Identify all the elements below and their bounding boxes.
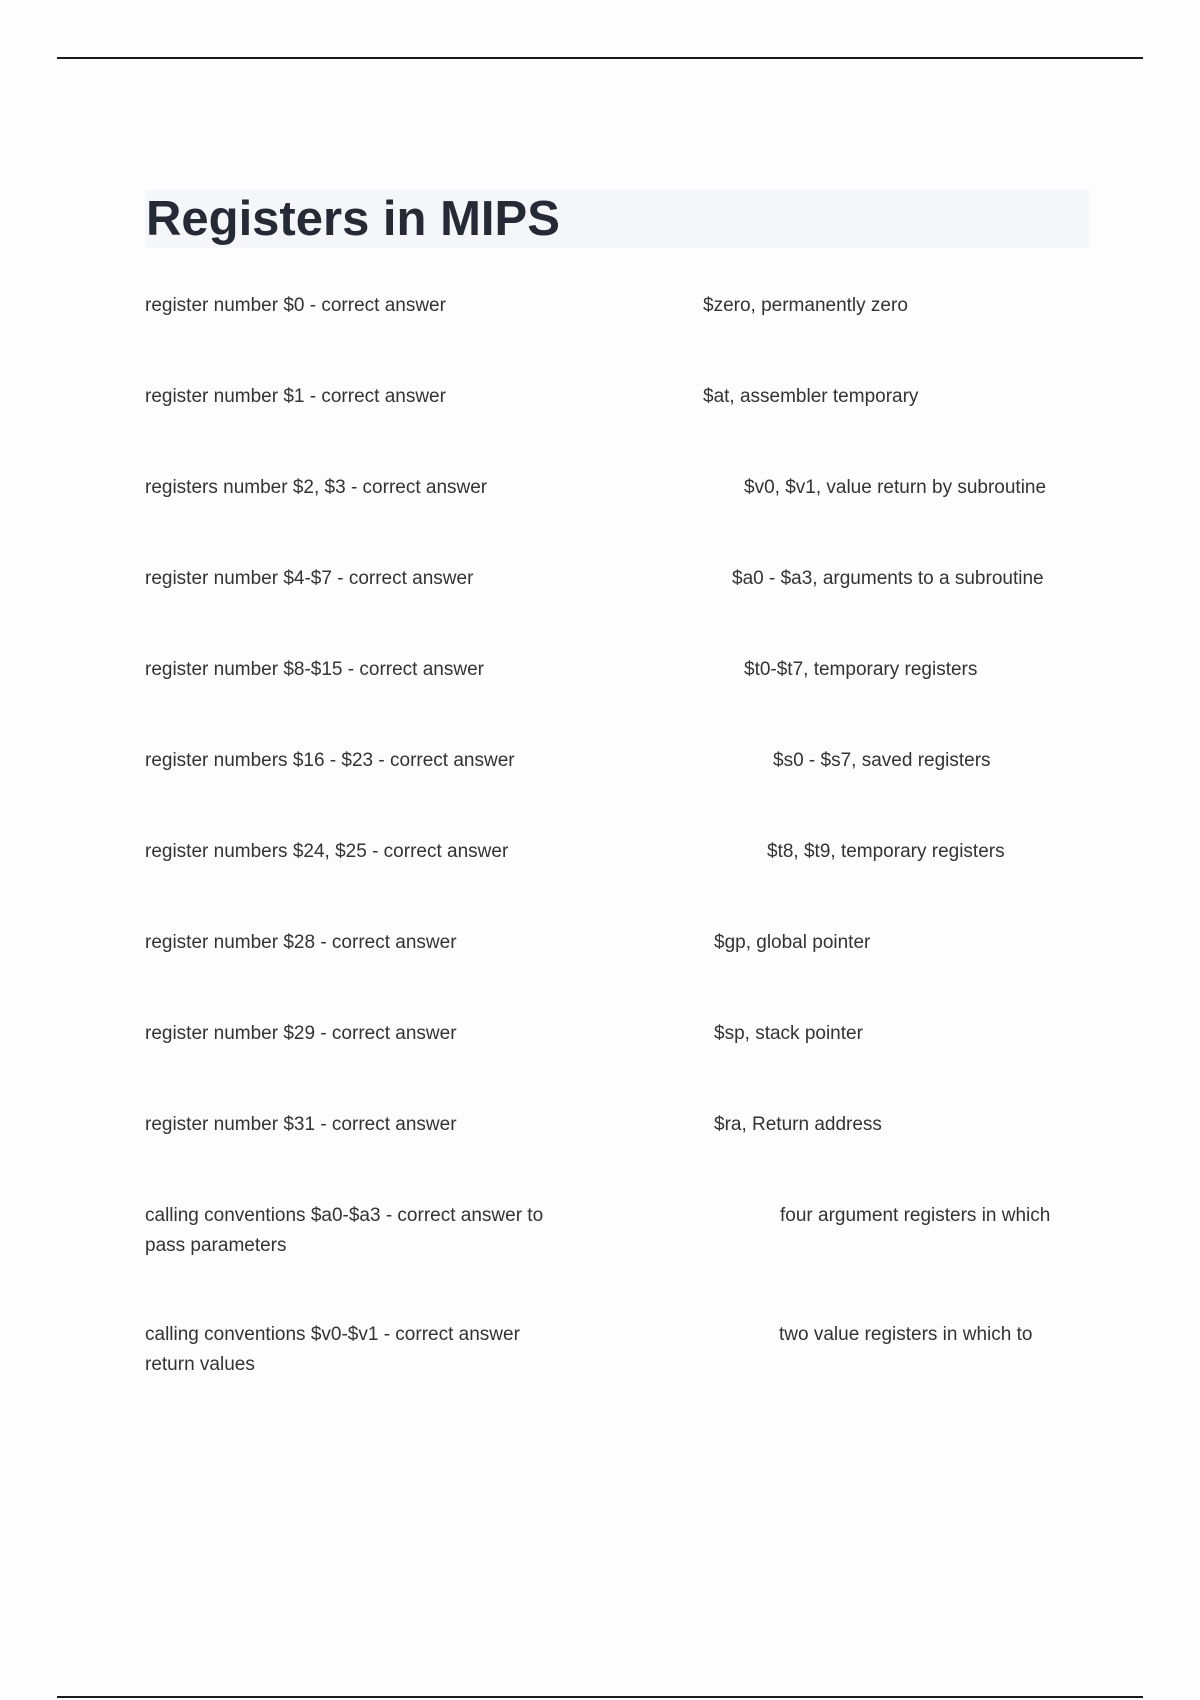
card-definition: $ra, Return address xyxy=(714,1114,882,1135)
card-term: register numbers $16 - $23 - correct answer xyxy=(145,750,515,771)
top-rule xyxy=(57,57,1143,59)
card-definition: $v0, $v1, value return by subroutine xyxy=(744,477,1047,498)
card-term: register numbers $24, $25 - correct answer xyxy=(145,841,509,862)
card-term: calling conventions $a0-$a3 - correct answer to pass parameters xyxy=(145,1205,544,1256)
card-definition: $at, assembler temporary xyxy=(703,386,919,407)
card-term: calling conventions $v0-$v1 - correct answer return values xyxy=(145,1324,520,1375)
card-term: register number $0 - correct answer xyxy=(145,295,446,316)
card-definition: two value registers in which to xyxy=(779,1324,1033,1345)
card-term: register number $8-$15 - correct answer xyxy=(145,659,484,680)
bottom-rule xyxy=(57,1696,1143,1698)
card-term: register number $4-$7 - correct answer xyxy=(145,568,474,589)
card-term: register number $1 - correct answer xyxy=(145,386,446,407)
card-definition: $s0 - $s7, saved registers xyxy=(773,750,991,771)
page-title: Registers in MIPS xyxy=(146,192,560,246)
card-definition: $t8, $t9, temporary registers xyxy=(767,841,1005,862)
card-definition: $gp, global pointer xyxy=(714,932,871,953)
card-term: register number $29 - correct answer xyxy=(145,1023,457,1044)
card-term: register number $28 - correct answer xyxy=(145,932,457,953)
card-definition: $t0-$t7, temporary registers xyxy=(744,659,978,680)
card-term: registers number $2, $3 - correct answer xyxy=(145,477,488,498)
card-term: register number $31 - correct answer xyxy=(145,1114,457,1135)
card-definition: $zero, permanently zero xyxy=(703,295,908,316)
card-definition: $sp, stack pointer xyxy=(714,1023,863,1044)
card-definition: four argument registers in which xyxy=(780,1205,1051,1226)
card-definition: $a0 - $a3, arguments to a subroutine xyxy=(732,568,1044,589)
